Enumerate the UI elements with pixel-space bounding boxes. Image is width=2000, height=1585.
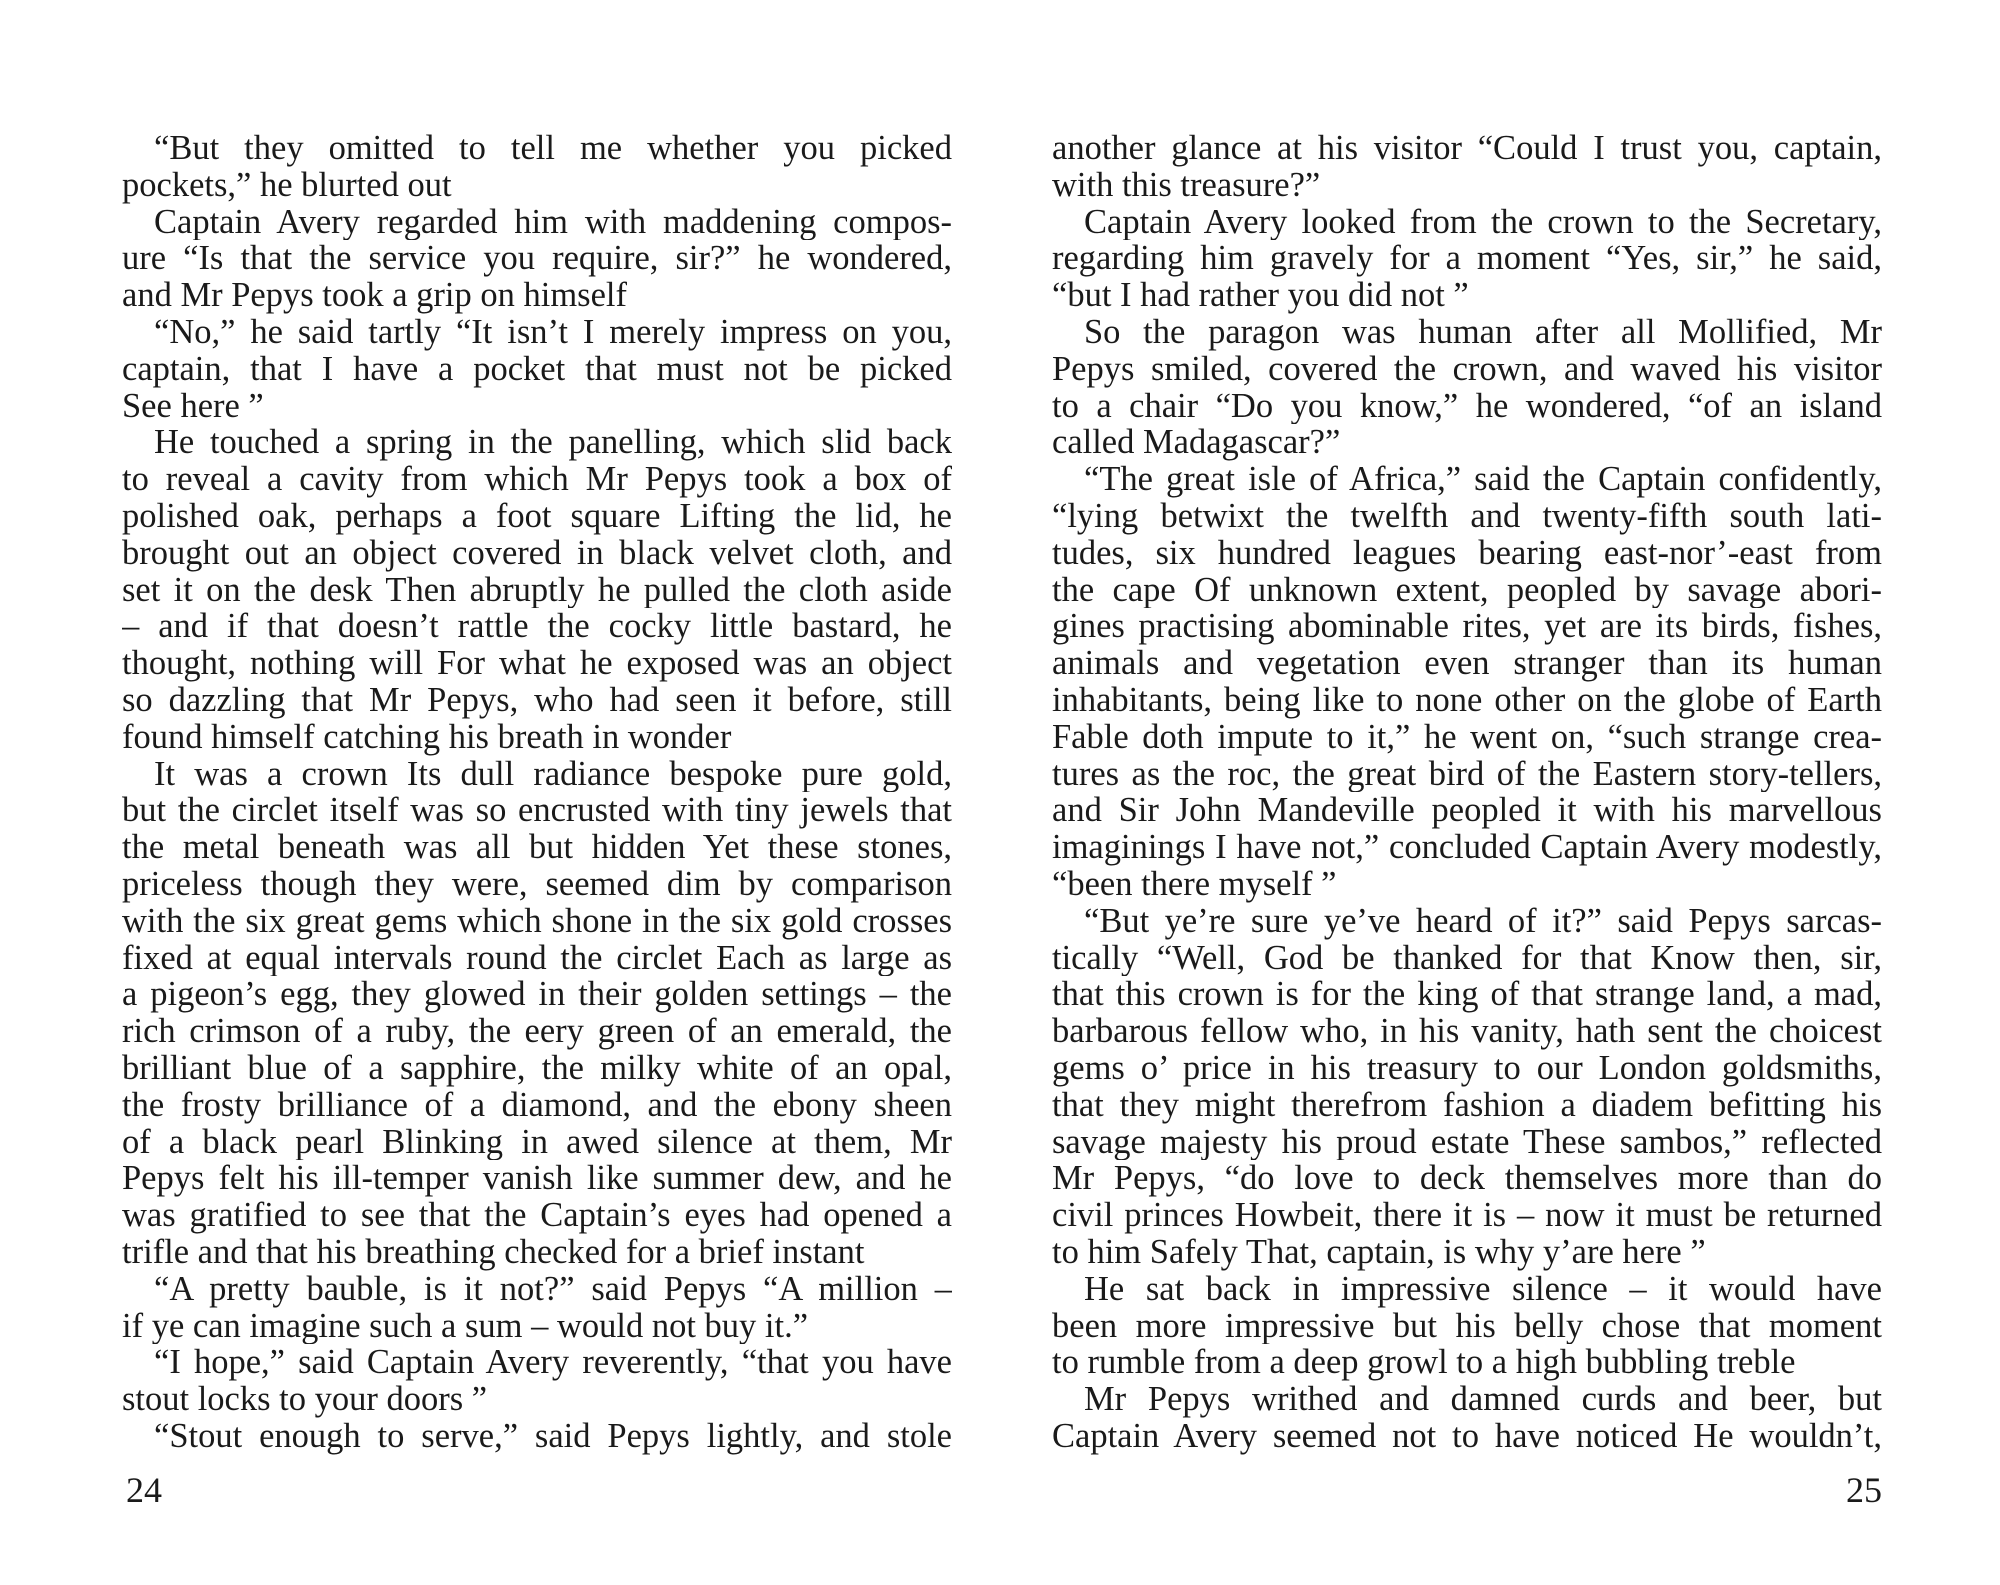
- text-line: of a black pearl Blinking in awed silence at them, Mr: [122, 1123, 952, 1161]
- text-line: – and if that doesn’t rattle the cocky little bastard, he: [122, 608, 952, 646]
- text-line: to him Safely That, captain, is why y’are here ”: [1052, 1233, 1706, 1271]
- text-line: ure “Is that the service you require, sir?” he wondered,: [122, 240, 952, 278]
- text-line: so dazzling that Mr Pepys, who had seen it before, still: [122, 681, 952, 719]
- text-line: fixed at equal intervals round the circlet Each as large as: [122, 939, 952, 977]
- page-number-left: 24: [126, 1470, 162, 1510]
- text-line: “But they omitted to tell me whether you picked: [154, 130, 952, 167]
- text-line: another glance at his visitor “Could I trust you, captain,: [1052, 130, 1882, 167]
- text-line: barbarous fellow who, in his vanity, hath sent the choicest: [1052, 1013, 1882, 1050]
- text-line: priceless though they were, seemed dim by comparison: [122, 865, 952, 903]
- text-line: regarding him gravely for a moment “Yes, sir,” he said,: [1052, 240, 1882, 278]
- text-line: but the circlet itself was so encrusted with tiny jewels that: [122, 792, 952, 830]
- text-line: “But ye’re sure ye’ve heard of it?” said Pepys sarcas-: [1084, 902, 1882, 940]
- text-line: It was a crown Its dull radiance bespoke pure gold,: [154, 755, 952, 793]
- text-line: and Sir John Mandeville peopled it with his marvellous: [1052, 792, 1882, 830]
- right-page: [1052, 0, 1882, 1585]
- text-line: He sat back in impressive silence – it would have: [1084, 1270, 1882, 1308]
- text-line: the cape Of unknown extent, peopled by savage abori-: [1052, 571, 1882, 609]
- text-line: So the paragon was human after all Mollified, Mr: [1084, 313, 1882, 351]
- text-line: Pepys felt his ill-temper vanish like summer dew, and he: [122, 1160, 952, 1198]
- text-line: civil princes Howbeit, there it is – now it must be returned: [1052, 1197, 1882, 1234]
- text-line: the frosty brilliance of a diamond, and the ebony sheen: [122, 1086, 952, 1124]
- text-line: pockets,” he blurted out: [122, 166, 452, 204]
- text-line: and Mr Pepys took a grip on himself: [122, 277, 627, 314]
- text-line: that this crown is for the king of that strange land, a mad,: [1052, 976, 1882, 1014]
- text-line: Captain Avery looked from the crown to the Secretary,: [1084, 203, 1882, 241]
- text-line: with the six great gems which shone in the six gold crosses: [122, 902, 952, 940]
- text-line: “lying betwixt the twelfth and twenty-fifth south lati-: [1052, 497, 1882, 535]
- text-line: Pepys smiled, covered the crown, and waved his visitor: [1052, 350, 1882, 388]
- text-line: savage majesty his proud estate These sambos,” reflected: [1052, 1123, 1882, 1161]
- text-line: “been there myself ”: [1052, 865, 1337, 903]
- text-line: animals and vegetation even stranger than its human: [1052, 645, 1882, 682]
- text-line: the metal beneath was all but hidden Yet these stones,: [122, 829, 952, 866]
- text-line: imaginings I have not,” concluded Captain Avery modestly,: [1052, 829, 1882, 866]
- text-line: brought out an object covered in black velvet cloth, and: [122, 534, 952, 572]
- text-line: trifle and that his breathing checked for a brief instant: [122, 1233, 865, 1271]
- text-line: “A pretty bauble, is it not?” said Pepys “A million –: [154, 1270, 952, 1308]
- text-line: brilliant blue of a sapphire, the milky white of an opal,: [122, 1049, 952, 1087]
- text-line: a pigeon’s egg, they glowed in their golden settings – the: [122, 976, 952, 1014]
- text-line: Captain Avery regarded him with maddening compos-: [154, 203, 952, 241]
- page-number-right: 25: [1846, 1470, 1882, 1510]
- left-page-body: [122, 130, 952, 1455]
- text-line: gems o’ price in his treasury to our London goldsmiths,: [1052, 1049, 1882, 1087]
- text-line: tically “Well, God be thanked for that Know then, sir,: [1052, 939, 1882, 977]
- text-line: with this treasure?”: [1052, 166, 1321, 204]
- text-line: Mr Pepys writhed and damned curds and beer, but: [1084, 1381, 1882, 1418]
- text-line: Captain Avery seemed not to have noticed He wouldn’t,: [1052, 1417, 1882, 1455]
- text-line: tudes, six hundred leagues bearing east-nor’-east from: [1052, 534, 1882, 572]
- text-line: “Stout enough to serve,” said Pepys lightly, and stole: [154, 1417, 952, 1455]
- text-line: if ye can imagine such a sum – would not buy it.”: [122, 1307, 809, 1345]
- text-line: that they might therefrom fashion a diadem befitting his: [1052, 1086, 1882, 1124]
- text-line: to reveal a cavity from which Mr Pepys took a box of: [122, 461, 952, 498]
- text-line: “No,” he said tartly “It isn’t I merely impress on you,: [154, 313, 952, 351]
- text-line: Mr Pepys, “do love to deck themselves more than do: [1052, 1160, 1882, 1198]
- text-line: “I hope,” said Captain Avery reverently, “that you have: [154, 1344, 952, 1382]
- text-line: was gratified to see that the Captain’s eyes had opened a: [122, 1197, 952, 1234]
- text-line: stout locks to your doors ”: [122, 1381, 488, 1418]
- text-line: Fable doth impute to it,” he went on, “such strange crea-: [1052, 718, 1882, 756]
- text-line: polished oak, perhaps a foot square Lifting the lid, he: [122, 497, 952, 535]
- text-line: been more impressive but his belly chose that moment: [1052, 1307, 1882, 1345]
- text-line: See here ”: [122, 387, 264, 425]
- right-page-body: [1052, 130, 1882, 1455]
- text-line: gines practising abominable rites, yet are its birds, fishes,: [1052, 608, 1882, 646]
- text-line: to rumble from a deep growl to a high bubbling treble: [1052, 1344, 1796, 1382]
- text-line: found himself catching his breath in wonder: [122, 718, 732, 756]
- text-line: called Madagascar?”: [1052, 424, 1341, 462]
- text-line: to a chair “Do you know,” he wondered, “of an island: [1052, 387, 1882, 425]
- left-page: [122, 0, 952, 1585]
- text-line: inhabitants, being like to none other on the globe of Earth: [1052, 681, 1882, 719]
- text-line: thought, nothing will For what he exposed was an object: [122, 645, 952, 682]
- text-line: captain, that I have a pocket that must not be picked: [122, 350, 952, 388]
- text-line: tures as the roc, the great bird of the Eastern story-tellers,: [1052, 755, 1882, 793]
- text-line: “but I had rather you did not ”: [1052, 277, 1469, 314]
- text-line: He touched a spring in the panelling, which slid back: [154, 424, 952, 462]
- text-line: rich crimson of a ruby, the eery green of an emerald, the: [122, 1013, 952, 1050]
- text-line: set it on the desk Then abruptly he pulled the cloth aside: [122, 571, 952, 609]
- text-line: “The great isle of Africa,” said the Captain confidently,: [1084, 461, 1882, 498]
